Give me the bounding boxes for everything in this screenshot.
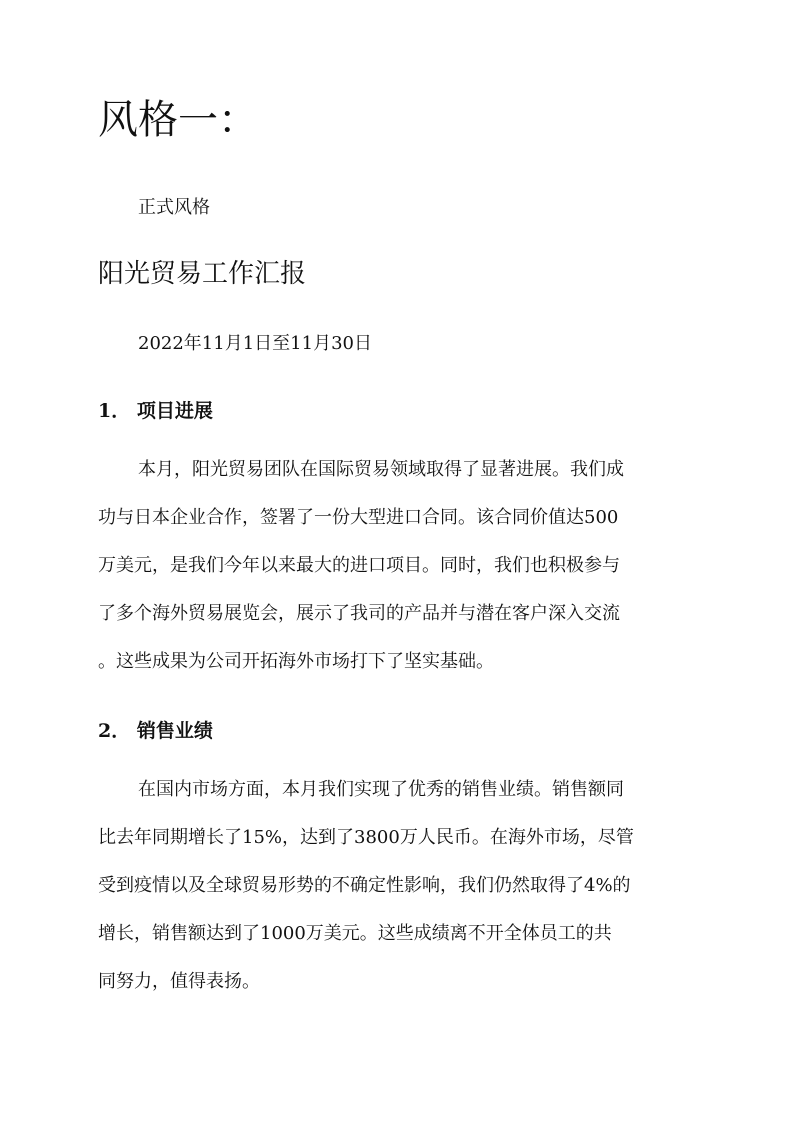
paragraph-line: 同努力，值得表扬。 bbox=[98, 971, 260, 992]
report-date-range: 2022年11月1日至11月30日 bbox=[138, 333, 372, 354]
style-heading: 风格一： bbox=[98, 97, 258, 143]
paragraph-line: 增长，销售额达到了1000万美元。这些成绩离不开全体员工的共 bbox=[98, 923, 612, 944]
paragraph-line: 了多个海外贸易展览会，展示了我司的产品并与潜在客户深入交流 bbox=[98, 603, 620, 624]
paragraph-line: 功与日本企业合作，签署了一份大型进口合同。该合同价值达500 bbox=[98, 507, 619, 528]
style-subtitle: 正式风格 bbox=[138, 197, 210, 218]
report-title: 阳光贸易工作汇报 bbox=[98, 259, 307, 289]
paragraph-line: 万美元，是我们今年以来最大的进口项目。同时，我们也积极参与 bbox=[98, 555, 620, 576]
paragraph-line: 受到疫情以及全球贸易形势的不确定性影响，我们仍然取得了4%的 bbox=[98, 875, 631, 896]
paragraph-line: 本月，阳光贸易团队在国际贸易领域取得了显著进展。我们成 bbox=[138, 459, 624, 480]
paragraph-sales-performance bbox=[98, 766, 702, 1006]
paragraph-line: 。这些成果为公司开拓海外市场打下了坚实基础。 bbox=[98, 651, 494, 672]
paragraph-project-progress bbox=[98, 446, 702, 686]
paragraph-line: 在国内市场方面，本月我们实现了优秀的销售业绩。销售额同 bbox=[138, 779, 624, 800]
section-heading-project-progress: 1． 项目进展 bbox=[98, 400, 213, 422]
section-heading-sales-performance: 2． 销售业绩 bbox=[98, 720, 213, 742]
paragraph-line: 比去年同期增长了15%，达到了3800万人民币。在海外市场，尽管 bbox=[98, 827, 634, 848]
